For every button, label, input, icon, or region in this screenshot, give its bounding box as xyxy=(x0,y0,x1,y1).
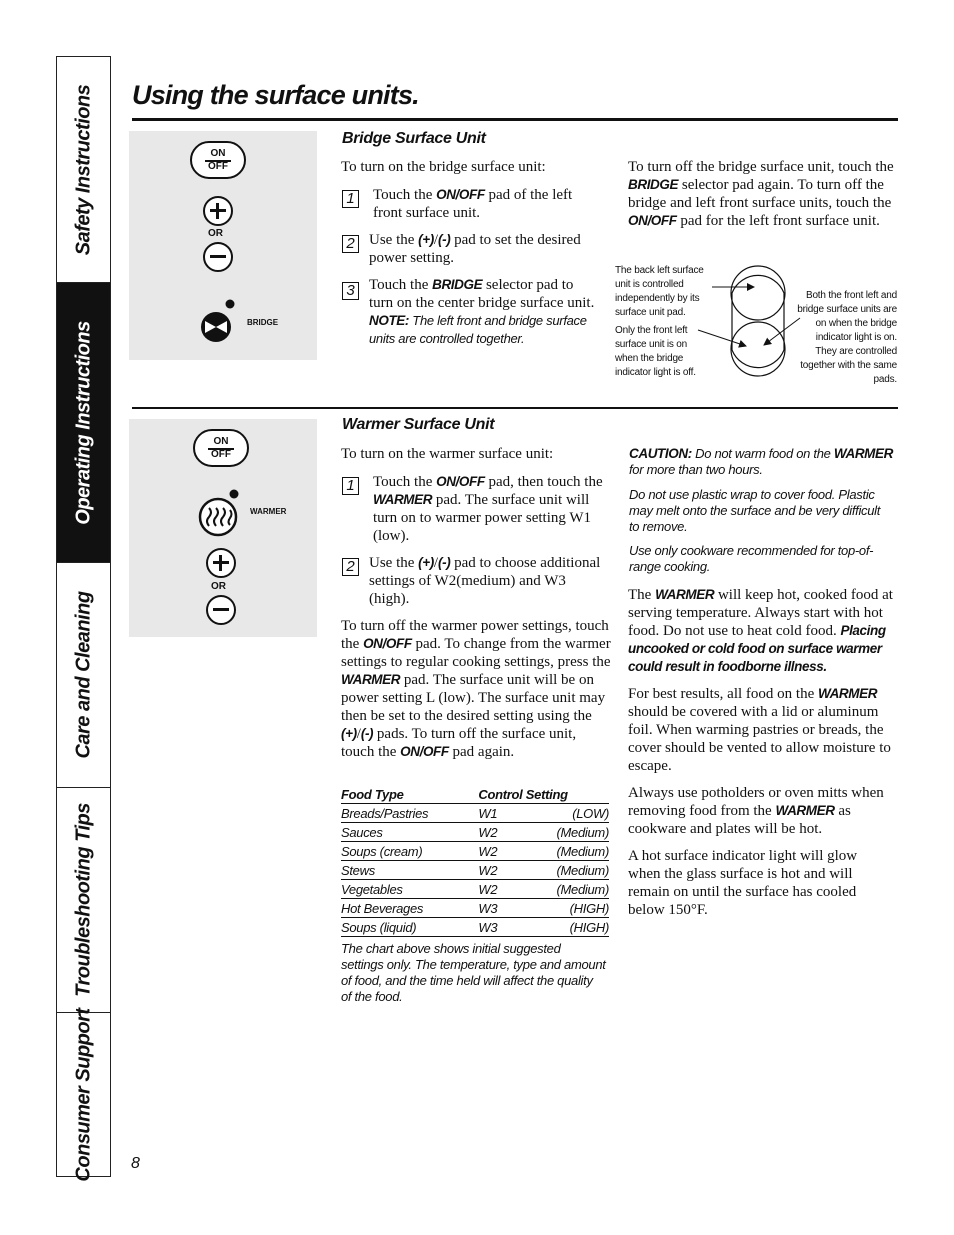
or-label: OR xyxy=(208,228,223,239)
bridge-turn-off-text: To turn off the bridge surface unit, touch the BRIDGE selector pad again. To turn off the bridge and left front surface units, touch the ON/OFF pad for the left front surface unit. xyxy=(628,159,894,229)
title-rule xyxy=(132,118,898,121)
table-row xyxy=(341,861,609,880)
bridge-step-2: Use the (+)/(-) pad to set the desired power setting. xyxy=(369,232,581,266)
warmer-label: WARMER xyxy=(250,507,287,516)
step-number: 2 xyxy=(342,235,359,253)
table-cell: (HIGH) xyxy=(526,899,609,918)
table-cell: W1 xyxy=(478,804,526,823)
table-cell: (Medium) xyxy=(526,861,609,880)
bridge-step-3: Touch the BRIDGE selector pad to turn on the center bridge surface unit. NOTE: The left front and bridge surface units are controlled together. xyxy=(369,277,595,346)
table-cell: Hot Beverages xyxy=(341,899,478,918)
table-cell: Soups (cream) xyxy=(341,842,478,861)
table-row xyxy=(341,804,609,823)
warmer-step-2: Use the (+)/(-) pad to choose additional settings of W2(medium) and W3 (high). xyxy=(369,555,601,607)
bridge-controls-panel xyxy=(129,131,317,360)
table-cell: Stews xyxy=(341,861,478,880)
table-row xyxy=(341,823,609,842)
caution-text: CAUTION: Do not warm food on the WARMER for more than two hours. xyxy=(629,446,893,477)
plus-pad-icon xyxy=(203,196,233,226)
callout-front-left: Only the front left surface unit is on when the bridge indicator light is off. xyxy=(615,325,696,378)
table-header-row xyxy=(341,785,609,804)
table-cell: W3 xyxy=(478,899,526,918)
table-row xyxy=(341,842,609,861)
warmer-intro: To turn on the warmer surface unit: xyxy=(341,446,554,462)
page-number: 8 xyxy=(131,1155,140,1172)
best-results-text: For best results, all food on the WARMER should be covered with a lid or aluminum foil. When warming pastries or breads, the cover should be vented to allow moisture to escape. xyxy=(628,686,891,774)
table-cell: (Medium) xyxy=(526,823,609,842)
bridge-pad-icon xyxy=(191,299,251,345)
on-off-pad-icon: ON OFF xyxy=(190,141,246,179)
tab-troubleshooting-tips[interactable]: Troubleshooting Tips xyxy=(57,788,110,1013)
tab-operating-instructions[interactable]: Operating Instructions xyxy=(57,283,110,563)
plus-pad-icon xyxy=(206,548,236,578)
warmer-settings-table xyxy=(341,785,609,937)
step-number: 3 xyxy=(342,282,359,300)
step-number: 2 xyxy=(342,558,359,576)
warmer-pad-icon xyxy=(195,489,245,539)
bridge-intro: To turn on the bridge surface unit: xyxy=(341,159,546,175)
or-label: OR xyxy=(211,581,226,592)
table-header: Control Setting xyxy=(478,785,609,804)
warmer-turn-off-text: To turn off the warmer power settings, touch the ON/OFF pad. To change from the warmer settings to regular cooking settings, press the WARMER pad. The surface unit will be on power setting L (low). The surface unit may then be set to the desired setting using the (+)/(-) pads. To turn off the surface unit, touch the ON/OFF pad again. xyxy=(341,618,611,760)
bridge-step-1: Touch the ON/OFF pad of the left front surface unit. xyxy=(373,187,573,221)
bridge-heading: Bridge Surface Unit xyxy=(342,130,486,147)
warmer-heading: Warmer Surface Unit xyxy=(342,416,495,433)
bridge-surface-diagram xyxy=(690,260,820,390)
minus-pad-icon xyxy=(206,595,236,625)
bridge-label: BRIDGE xyxy=(247,318,279,327)
step-number: 1 xyxy=(342,477,359,495)
tab-safety-instructions[interactable]: Safety Instructions xyxy=(57,57,110,283)
table-cell: (Medium) xyxy=(526,842,609,861)
warmer-controls-panel xyxy=(129,419,317,637)
plastic-warning: Do not use plastic wrap to cover food. Plastic may melt onto the surface and be very difficult to remove. xyxy=(629,487,881,534)
table-cell: Soups (liquid) xyxy=(341,918,478,937)
table-cell: W2 xyxy=(478,842,526,861)
table-row xyxy=(341,918,609,937)
table-cell: (LOW) xyxy=(526,804,609,823)
table-cell: Vegetables xyxy=(341,880,478,899)
page-title: Using the surface units. xyxy=(132,80,419,110)
hot-surface-text: A hot surface indicator light will glow when the glass surface is hot and will remain on until the surface has cooled below 150°F. xyxy=(628,848,858,918)
tab-care-and-cleaning[interactable]: Care and Cleaning xyxy=(57,563,110,788)
warmer-step-1: Touch the ON/OFF pad, then touch the WARMER pad. The surface unit will turn on to warmer power setting W1 (low). xyxy=(373,474,603,544)
minus-pad-icon xyxy=(203,242,233,272)
table-cell: W2 xyxy=(478,861,526,880)
table-row xyxy=(341,899,609,918)
on-off-pad-icon: ON OFF xyxy=(193,429,249,467)
callout-back-left: The back left surface unit is controlled independently by its surface unit pad. xyxy=(615,265,704,318)
table-header: Food Type xyxy=(341,785,478,804)
table-note: The chart above shows initial suggested settings only. The temperature, type and amount of food, and the time held will affect the quality of the food. xyxy=(341,941,606,1004)
tab-consumer-support[interactable]: Consumer Support xyxy=(72,1007,94,1182)
table-cell: W2 xyxy=(478,823,526,842)
table-cell: W2 xyxy=(478,880,526,899)
table-row xyxy=(341,880,609,899)
table-cell: Breads/Pastries xyxy=(341,804,478,823)
warmer-keep-hot-text: The WARMER will keep hot, cooked food at serving temperature. Always start with hot food. Do not use to heat cold food. Placing uncooked or cold food on surface warmer could result in foodborne illness. xyxy=(628,587,893,674)
table-cell: (HIGH) xyxy=(526,918,609,937)
table-cell: W3 xyxy=(478,918,526,937)
step-number: 1 xyxy=(342,190,359,208)
cookware-warning: Use only cookware recommended for top-of-range cooking. xyxy=(629,543,874,574)
side-tabs xyxy=(56,56,111,1182)
table-cell: Sauces xyxy=(341,823,478,842)
potholders-text: Always use potholders or oven mitts when removing food from the WARMER as cookware and plates will be hot. xyxy=(628,785,884,837)
table-cell: (Medium) xyxy=(526,880,609,899)
section-divider xyxy=(132,407,898,409)
callout-bridge-on: Both the front left and bridge surface units are on when the bridge indicator light is on. They are controlled together with the same pads. xyxy=(797,290,897,385)
